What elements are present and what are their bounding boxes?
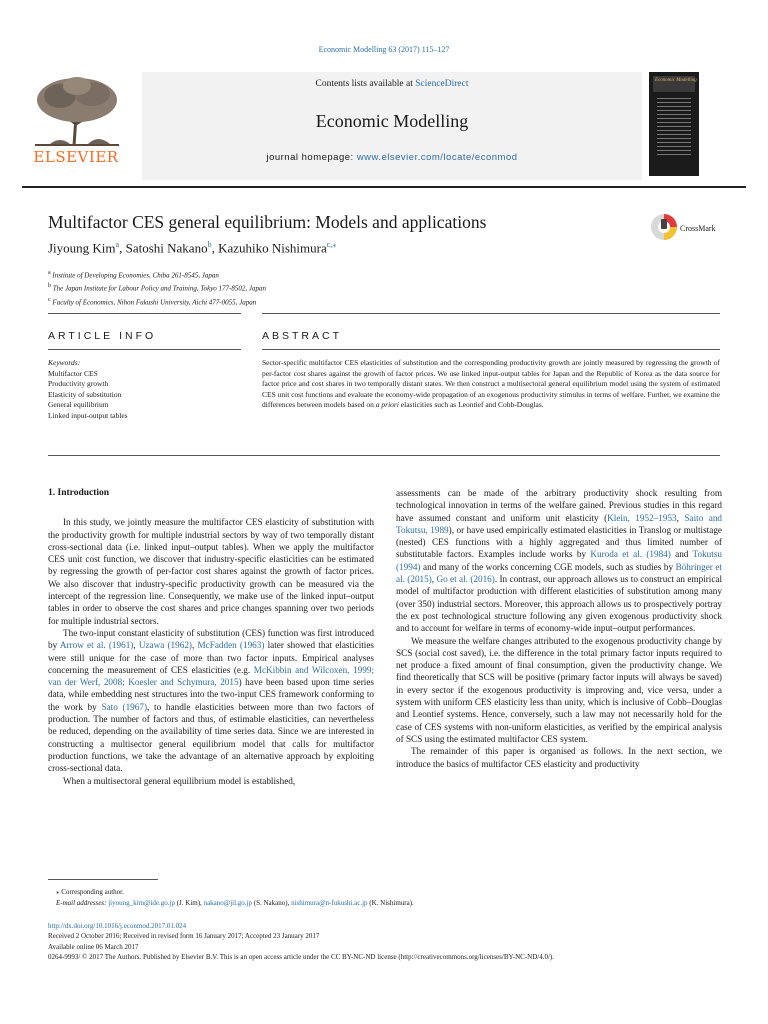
email-owner: (J. Kim),: [174, 899, 204, 907]
contents-prefix: Contents lists available at: [315, 79, 416, 89]
affiliation-mark: b: [48, 283, 51, 290]
citation-link[interactable]: McKibbin and Wilcoxen, 1999; van der Werf, 2008; Koesler and Schymura, 2015: [48, 664, 374, 688]
author-name: Satoshi Nakano: [125, 240, 208, 256]
email-label: E-mail addresses:: [56, 899, 109, 907]
email-owner: (K. Nishimura).: [367, 899, 414, 907]
citation-link[interactable]: Uzawa (1962): [138, 640, 192, 651]
text-segment: and: [670, 549, 693, 560]
affiliation-line: [48, 268, 266, 281]
corresponding-author-note: ⁎ Corresponding author.: [56, 888, 124, 896]
received-dates: Received 2 October 2016; Received in revised form 16 January 2017; Accepted 23 January 2017: [48, 932, 320, 941]
journal-reference[interactable]: Economic Modelling 63 (2017) 115–127: [318, 45, 450, 54]
article-info-heading: ARTICLE INFO: [48, 330, 157, 342]
journal-header-center: [142, 72, 642, 180]
email-link[interactable]: jiyoung_kim@ide.go.jp: [108, 899, 175, 907]
homepage-prefix: journal homepage:: [266, 152, 357, 163]
text-segment: ,: [133, 640, 139, 651]
abstract-part-2: elasticities such as Leontief and Cobb-Douglas.: [398, 400, 544, 410]
author-affiliation-mark[interactable]: c,⁎: [326, 240, 337, 249]
abstract-bottom-rule: [262, 349, 720, 350]
abstract-part-1: Sector-specific multifactor CES elasticities of substitution and the corresponding productivity growth are jointly measured by regressing the growth of per-factor cost shares against the growth of factor prices. We use linked input-output tables for Japan and the Republic of Korea as the data source for factor price and cost shares in two temporally distant states. We then construct a multisectoral general equilibrium model using the system of estimated CES unit cost functions and evaluate the economy-wide propagation of an exogenous productivity stimulus in terms of welfare. Further, we examine the differences between models based on: [262, 358, 720, 410]
affiliation-text: The Japan Institute for Labour Policy and Training, Tokyo 177-8502, Japan: [51, 284, 266, 293]
intro-paragraph-1: In this study, we jointly measure the multifactor CES elasticity of substitution with the productivity growth for multiple industrial sectors by way of two temporally distant cross-sectional data (i.e. linked input–output tables). When we apply the multifactor CES unit cost function, we discover that industry-specific elasticities can be estimated by regressing the growth of per-factor cost shares against the growth of factor prices. We also discover that industry-specific productivity growth can be measured via the intercept of the regression line. Consequently, we make use of the linked input–output tables in order to observe the cost shares and price changes spanning over two periods for multiple industrial sectors.: [48, 517, 374, 626]
cover-text-lines: [657, 98, 691, 158]
author-affiliation-mark[interactable]: a: [115, 240, 120, 249]
affiliation-mark: c: [48, 296, 51, 303]
text-segment: , to handle elasticities between more than two factors of production. The number of factors and thus, of estimable elasticities, can nevertheless be reduced, depending on the availability of time series data. Since we are interested in constructing a multisector general equilibrium model that calls for multifactor production functions, we take the advantage of an alternative approach by exploiting cross-sectional data.: [48, 701, 374, 774]
citation-link[interactable]: Sato (1967): [101, 701, 148, 712]
journal-homepage-link[interactable]: www.elsevier.com/locate/econmod: [356, 152, 518, 163]
keywords-block: [48, 358, 238, 421]
intro-paragraph-welfare: We measure the welfare changes attributed to the exogenous productivity change by SCS (social cost saved), i.e. the difference in the total primary factor inputs required to net produce a fixed amount of final consumption, given the productivity change. We find theoretically that SCS will be positive (primary factor inputs will always be saved) in every sector if the exogenous productivity is improving and, vice versa, under a system with uniform CES elasticity less than unity, which is inclusive of Cobb–Douglas and Leontief systems. Hence, conversely, such a law may not necessarily hold for the case of CES systems with non-uniform elasticities, as verified by the empirical analysis of SCS using the estimated multifactor CES system.: [396, 635, 722, 744]
text-segment: ,: [676, 512, 685, 523]
journal-title: Economic Modelling: [315, 111, 469, 131]
body-column-right: [396, 487, 722, 770]
text-segment: and many of the works concerning CGE models, such as studies by: [420, 561, 676, 572]
intro-paragraph-outline: The remainder of this paper is organised as follows. In the next section, we introduce the basics of multifactor CES elasticity and productivity: [396, 746, 722, 769]
keyword-item: Multifactor CES: [48, 368, 98, 378]
article-title: Multifactor CES general equilibrium: Models and applications: [48, 212, 487, 232]
article-info-top-rule: [48, 313, 241, 314]
intro-paragraph-continued: [396, 487, 722, 635]
crossmark-badge[interactable]: [650, 213, 768, 241]
section-heading-introduction: 1. Introduction: [48, 488, 110, 498]
citation-link[interactable]: Klein, 1952–1953: [607, 512, 677, 523]
abstract-top-rule: [262, 313, 720, 314]
affiliations: [48, 268, 266, 308]
email-link[interactable]: nishimura@n-fukushi.ac.jp: [291, 899, 368, 907]
text-segment: ,: [192, 640, 198, 651]
citation-link[interactable]: Arrow et al. (1961): [59, 640, 134, 651]
keyword-item: Linked input-output tables: [48, 410, 128, 420]
contents-line: [142, 79, 642, 89]
cover-title: Economic Modelling: [655, 78, 697, 83]
body-column-left: [48, 487, 374, 787]
citation-link[interactable]: Go et al. (2016): [436, 574, 495, 585]
intro-paragraph-2: [48, 627, 374, 775]
license-statement: 0264-9993/ © 2017 The Authors. Published by Elsevier B.V. This is an open access article under the CC BY-NC-ND license (http://creativecommons.org/licenses/BY-NC-ND/4.0/).: [48, 952, 555, 961]
elsevier-wordmark: ELSEVIER: [33, 148, 119, 166]
citation-link[interactable]: McFadden (1963): [197, 640, 265, 651]
text-segment: assessments can be made of the arbitrary productivity shock resulting from technological innovation in terms of the welfare gained. Previous studies in this regard have assumed constant and uniform unit elasticity (: [396, 488, 722, 523]
keywords-list: [48, 369, 238, 422]
abstract-italic: a priori: [375, 400, 399, 410]
email-owner: (S. Nakano),: [252, 899, 292, 907]
keyword-item: Elasticity of substitution: [48, 389, 122, 399]
available-online: Available online 06 March 2017: [48, 942, 139, 951]
affiliation-line: [48, 295, 266, 308]
journal-homepage-line: [142, 152, 642, 163]
keywords-label: Keywords:: [48, 358, 81, 367]
abstract-text: [262, 358, 720, 411]
header-divider: [22, 186, 746, 188]
abstract-end-rule: [48, 455, 720, 456]
journal-cover-thumbnail[interactable]: [649, 72, 699, 176]
affiliation-text: Faculty of Economics, Nihon Fukushi University, Aichi 477-0055, Japan: [50, 297, 257, 306]
affiliation-line: [48, 281, 266, 294]
publication-info: [48, 921, 720, 962]
doi-link[interactable]: http://dx.doi.org/10.1016/j.econmod.2017.01.024: [48, 922, 187, 930]
text-segment: later showed that elasticities were still unique for the case of more than two factor inputs. Empirical analyses concerning the measurement of CES elasticities (e.g.: [48, 640, 375, 675]
author-list: [48, 240, 336, 256]
citation-link[interactable]: Saito and Tokutsu, 1989: [396, 512, 723, 535]
keyword-item: General equilibrium: [48, 400, 109, 409]
author-name: Jiyoung Kim: [48, 240, 116, 256]
affiliation-mark: a: [48, 270, 51, 276]
sciencedirect-link[interactable]: ScienceDirect: [415, 79, 469, 89]
affiliation-text: Institute of Developing Economies, Chiba 261-8545, Japan: [50, 271, 219, 280]
text-segment: ) have been based upon time series data, while embedding nest structures into the two-input CES framework conforming to the work by: [48, 677, 374, 712]
author-separator: ,: [119, 240, 126, 256]
article-info-bottom-rule: [48, 349, 241, 350]
citation-link[interactable]: Kuroda et al. (1984): [590, 549, 671, 560]
abstract-heading: ABSTRACT: [262, 330, 343, 342]
elsevier-tree-icon: [30, 74, 124, 148]
email-addresses: [48, 898, 720, 909]
author-name: Kazuhiko Nishimura: [218, 240, 327, 256]
intro-paragraph-3: When a multisectoral general equilibrium model is established,: [63, 775, 296, 786]
text-segment: The two-input constant elasticity of substitution (CES) function was first introduced by: [48, 627, 374, 651]
text-segment: ), or have used empirically estimated elasticities in Translog or multistage (nested) CES functions with a highly aggregated and thus limited number of substitutable factors. Examples include works by: [396, 524, 722, 560]
text-segment: . In contrast, our approach allows us to construct an empirical model of multifactor production with different elasticities of substitution among many (over 350) industrial sectors. Moreover, this approach allows us to prospectively portray the ex post technological structure following any given exogenous productivity shock and to account for welfare in terms of economy-wide input–output performances.: [396, 574, 723, 634]
footnotes: [48, 887, 720, 909]
journal-header: [22, 72, 746, 192]
email-link[interactable]: nakano@jil.go.jp: [203, 899, 253, 907]
crossmark-label: CrossMark: [680, 224, 716, 233]
citation-link[interactable]: Böhringer et al. (2015): [396, 561, 722, 585]
elsevier-logo[interactable]: [22, 72, 132, 168]
footnote-rule: [48, 879, 158, 880]
text-segment: ,: [431, 574, 437, 585]
author-affiliation-mark[interactable]: b: [207, 240, 212, 249]
crossmark-icon: [650, 213, 678, 241]
author-separator: ,: [211, 240, 219, 256]
keyword-item: Productivity growth: [48, 379, 109, 388]
citation-link[interactable]: Tokutsu (1994): [396, 549, 722, 572]
